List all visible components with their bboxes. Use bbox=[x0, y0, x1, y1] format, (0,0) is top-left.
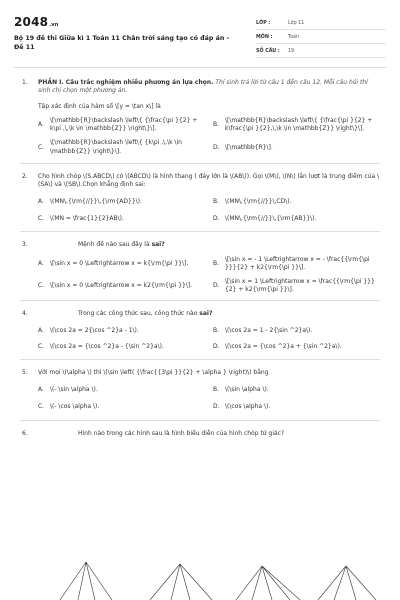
question-4 bbox=[14, 310, 386, 353]
subject-label: MÔN : bbox=[256, 34, 273, 40]
question-separator bbox=[20, 420, 380, 421]
question-number: 3. bbox=[22, 240, 28, 248]
option-a[interactable]: A. \(- \sin \alpha \). bbox=[38, 386, 98, 394]
pyramid-figure-a[interactable] bbox=[60, 562, 112, 600]
document-meta bbox=[256, 16, 386, 58]
section-heading bbox=[38, 79, 380, 95]
header-divider bbox=[14, 67, 386, 68]
question-text: Mệnh đề nào sau đây là sai? bbox=[78, 240, 165, 248]
option-c[interactable]: C. \(- \cos \alpha \). bbox=[38, 403, 100, 411]
question-text: Với mọi \(\alpha \) thì \(\sin \left( {\frac{{3\pi }}{2} + \alpha } \right)\) bằng bbox=[38, 369, 269, 377]
question-count-label: SỐ CÂU : bbox=[256, 48, 280, 54]
option-a[interactable]: A. \(MN\,{\rm{//}}\,{\rm{AD}}\). bbox=[38, 197, 142, 205]
question-separator bbox=[20, 359, 380, 360]
class-label: LỚP : bbox=[256, 20, 271, 26]
question-3 bbox=[14, 241, 386, 294]
question-1 bbox=[14, 79, 386, 156]
question-5 bbox=[14, 369, 386, 413]
question-number: 2. bbox=[22, 172, 28, 180]
option-d[interactable]: D. \(\cos \alpha \). bbox=[213, 403, 271, 411]
document-header bbox=[14, 14, 386, 58]
option-d[interactable]: D. \[\sin x = 1 \Leftrightarrow x = \frac{{\rm{\pi }}}{2} + k2{\rm{\pi }}\]. bbox=[213, 278, 375, 294]
option-d[interactable]: D. \(MN\,{\rm{//}}\,{\rm{AB}}\). bbox=[213, 214, 317, 222]
section-instruction: Thí sinh trả lời từ câu 1 đến câu 12. Mỗi câu hỏi thí sinh chỉ chọn một phương án. bbox=[38, 79, 368, 95]
subject-value: Toán bbox=[288, 34, 300, 40]
question-separator bbox=[20, 300, 380, 301]
question-text: Hình nào trong các hình sau là hình biểu diễn của hình chóp tứ giác? bbox=[78, 429, 285, 437]
option-c[interactable]: C. \[\sin x = 0 \Leftrightarrow x = k2{\rm{\pi }}\]. bbox=[38, 282, 193, 290]
question-text: Tập xác định của hàm số \[y = \tan x\] là bbox=[38, 103, 161, 111]
option-b[interactable]: B. \(\cos 2a = 1 - 2{\sin ^2}a\). bbox=[213, 327, 313, 335]
question-text: Trong các công thức sau, công thức nào sai? bbox=[78, 310, 213, 318]
question-2 bbox=[14, 173, 386, 225]
option-b[interactable]: B. \[\mathbb{R}\backslash \left\{ {\frac{\pi }{2} + k\frac{\pi }{2},\,\k \in \mathbb{Z}} \right\}\]. bbox=[213, 117, 373, 133]
question-number: 5. bbox=[22, 369, 28, 377]
document-title: Bộ 19 đề thi Giữa kì 1 Toán 11 Chân trời sáng tạo có đáp án - Đề 11 bbox=[14, 35, 230, 52]
section-title: PHẦN I. Câu trắc nghiệm nhiều phương án lựa chọn. bbox=[38, 79, 214, 86]
question-separator bbox=[20, 231, 380, 232]
question-text: Cho hình chóp \(S.ABCD\) có \(ABCD\) là hình thang ( đáy lớn là \(AB\)). Gọi \(M\), \(N\) lần lượt là trung điểm của \(SA\) và \(SB\).Chọn khẳng định sai: bbox=[38, 172, 380, 188]
pyramid-figures bbox=[0, 560, 400, 600]
option-c[interactable]: C. \[\mathbb{R}\backslash \left\{ {k\pi ,\,\k \in \mathbb{Z}} \right\}\]. bbox=[38, 139, 182, 155]
option-c[interactable]: C. \(MN = \frac{1}{2}AB\). bbox=[38, 214, 124, 222]
site-logo[interactable]: 2048.vn bbox=[14, 15, 59, 29]
question-separator bbox=[20, 163, 380, 164]
option-b[interactable]: B. \(\sin \alpha \). bbox=[213, 386, 269, 394]
option-a[interactable]: A. \[\sin x = 0 \Leftrightarrow x = k{\rm{\pi }}\]. bbox=[38, 259, 189, 267]
option-b[interactable]: B. \(MN\,{\rm{//}}\,CD\). bbox=[213, 197, 292, 205]
option-d[interactable]: D. \[\mathbb{R}\]. bbox=[213, 143, 273, 151]
pyramid-figure-c[interactable] bbox=[236, 566, 300, 600]
option-a[interactable]: A. \(\cos 2a = 2{\cos ^2}a - 1\). bbox=[38, 327, 139, 335]
option-c[interactable]: C. \(\cos 2a = {\cos ^2}a - {\sin ^2}a\). bbox=[38, 343, 164, 351]
pyramid-figure-d[interactable] bbox=[318, 566, 376, 600]
question-6 bbox=[14, 430, 386, 438]
question-number: 1. bbox=[22, 79, 28, 86]
question-count-value: 19 bbox=[288, 48, 295, 54]
class-value: Lớp 11 bbox=[288, 20, 305, 26]
question-number: 4. bbox=[22, 310, 28, 318]
option-d[interactable]: D. \(\cos 2a = {\cos ^2}a + {\sin ^2}a\). bbox=[213, 343, 342, 351]
option-a[interactable]: A. \[\mathbb{R}\backslash \left\{ {\frac{\pi }{2} + k\pi ,\,\k \in \mathbb{Z}} \right\}\]. bbox=[38, 117, 198, 133]
question-number: 6. bbox=[22, 429, 28, 437]
option-b[interactable]: B. \[\sin x = - 1 \Leftrightarrow x = - \frac{{\rm{\pi }}}{2} + k2{\rm{\pi }}\]. bbox=[213, 255, 370, 272]
pyramid-figure-b[interactable] bbox=[150, 564, 212, 600]
